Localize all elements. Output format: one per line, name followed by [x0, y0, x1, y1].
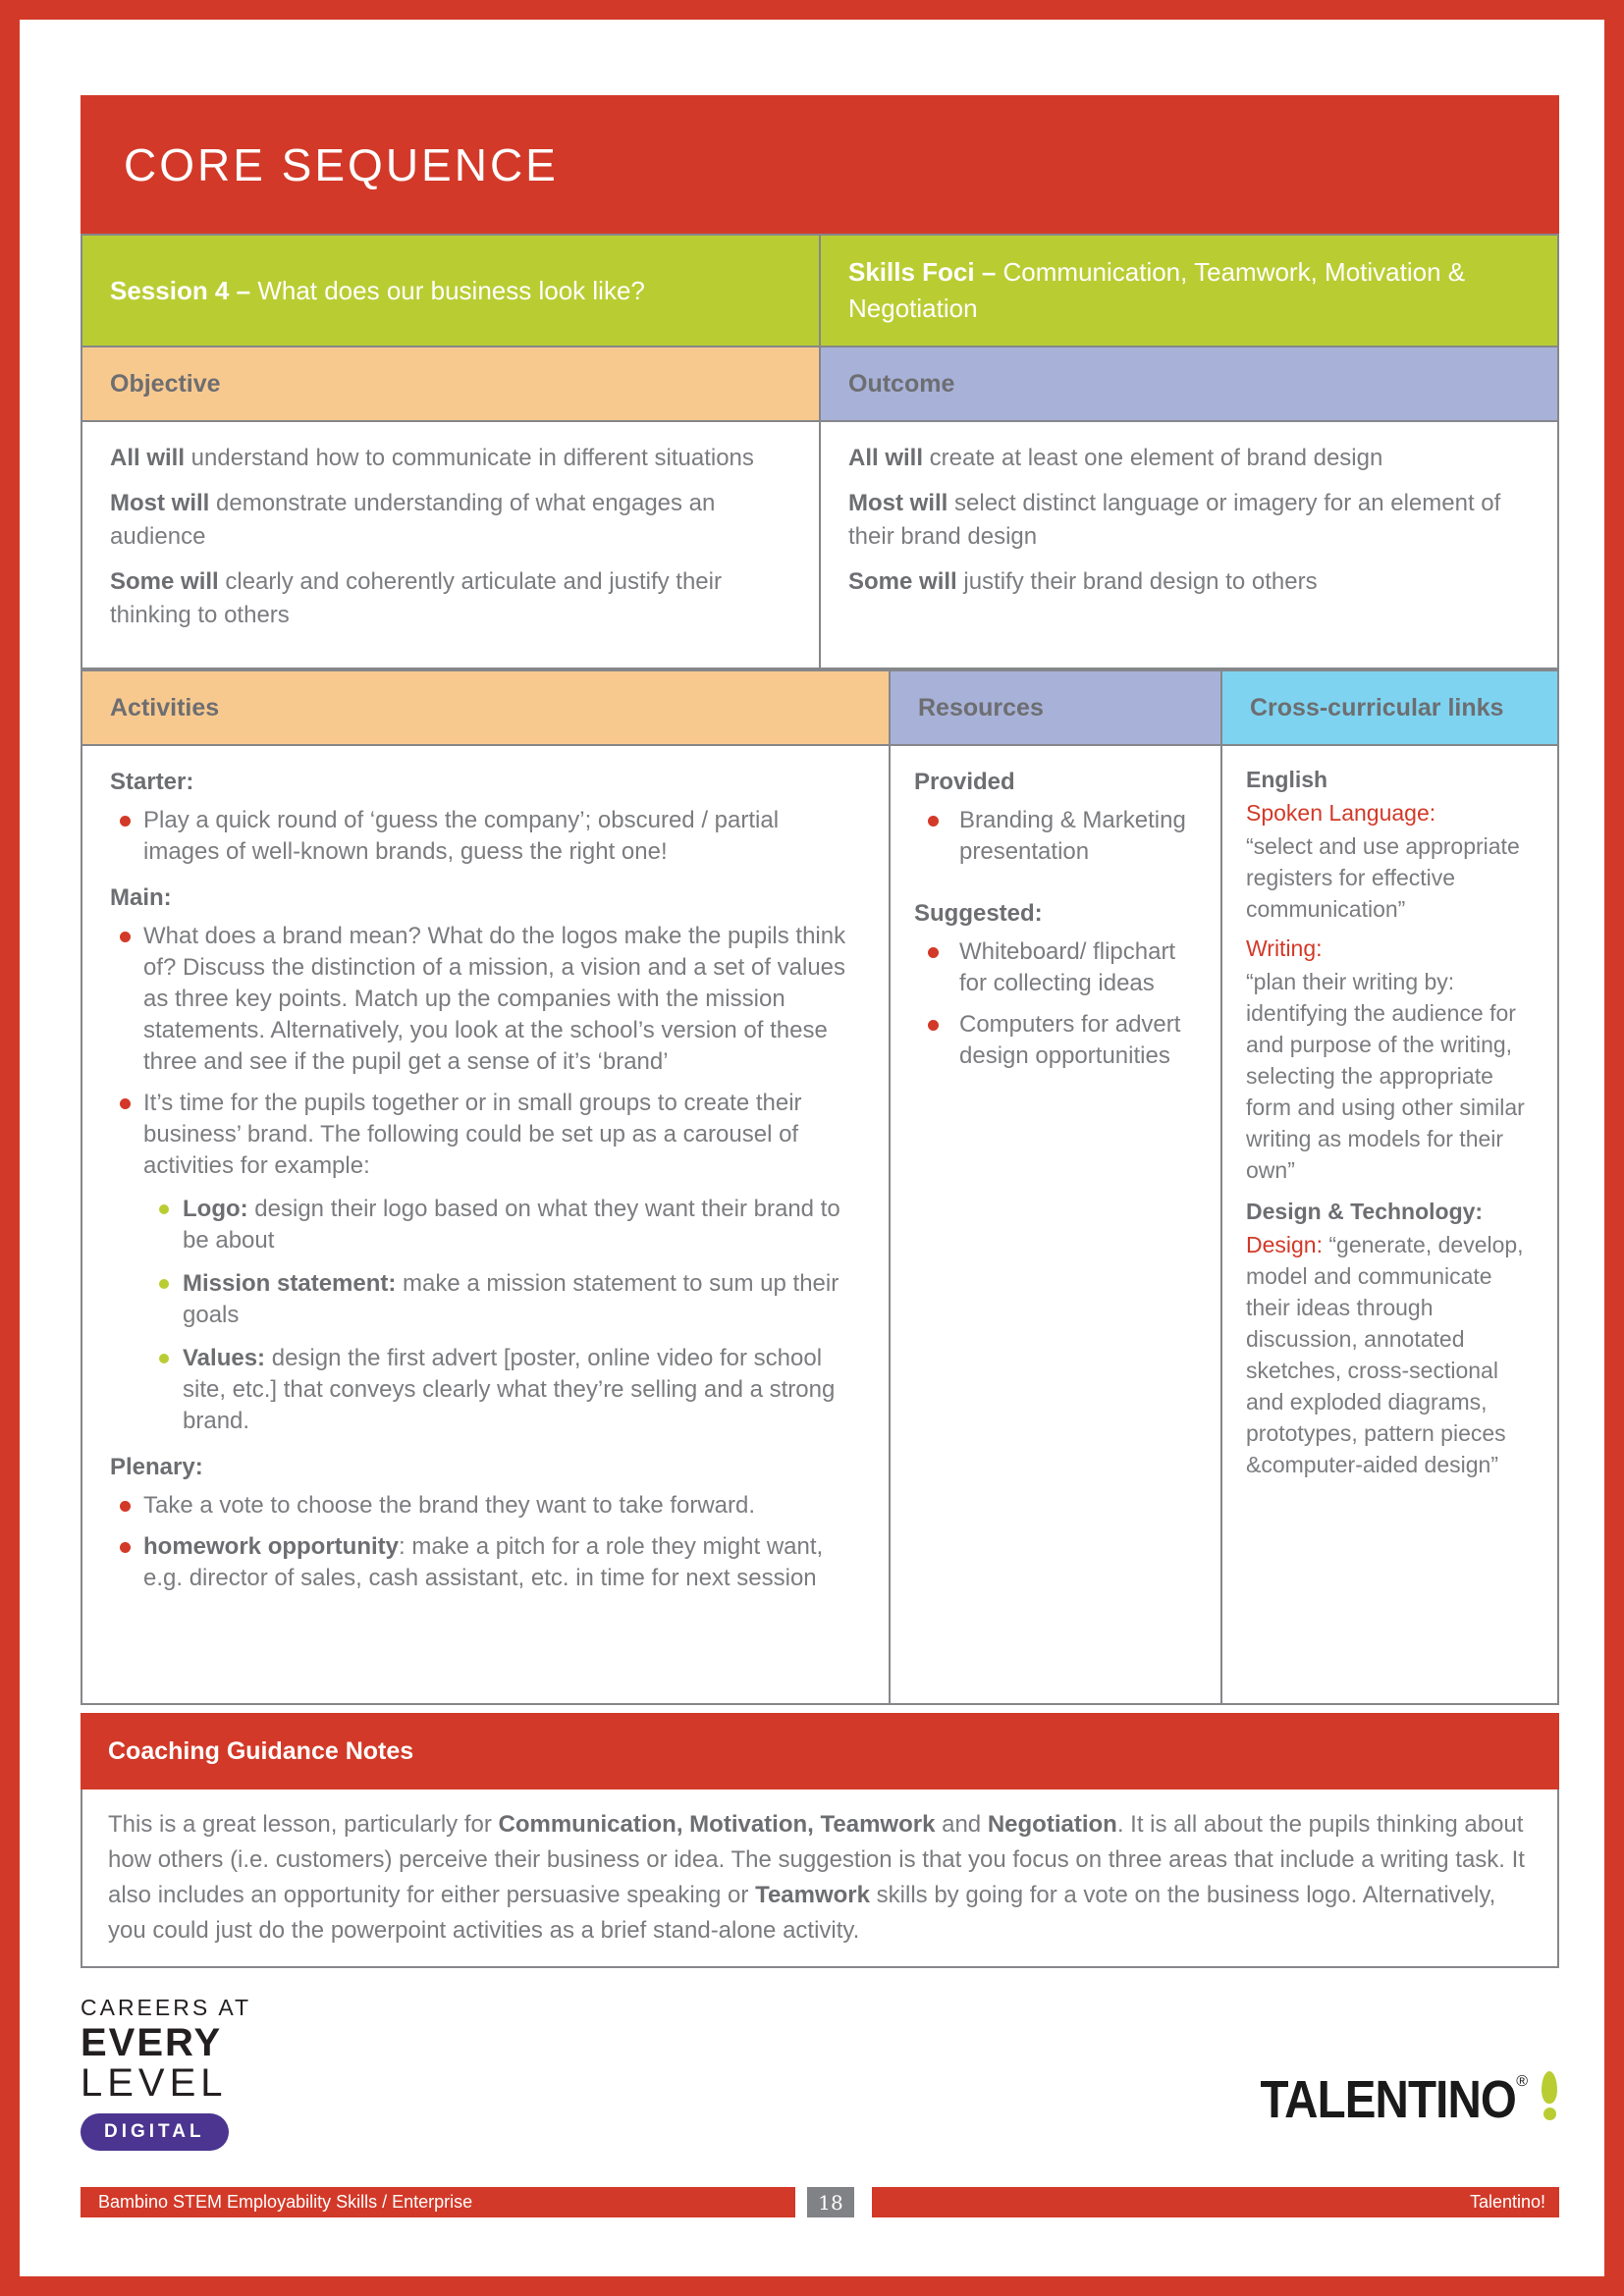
resources-header: Resources	[891, 671, 1220, 744]
spoken-language-label: Spoken Language:	[1246, 800, 1436, 826]
session-objective-table	[81, 234, 1559, 669]
skills-foci-list: Communication, Teamwork, Motivation & Negotiation	[848, 257, 1466, 323]
careers-at-text: CAREERS AT	[81, 1995, 251, 2020]
provided-heading: Provided	[914, 769, 1015, 795]
objective-item: All will understand how to communicate in different situations	[110, 445, 754, 471]
list-item: Play a quick round of ‘guess the company’; obscured / partial images of well-known brands, guess the right one!	[110, 805, 861, 868]
outcome-header: Outcome	[821, 347, 1557, 420]
every-text: EVERY	[81, 2021, 223, 2064]
starter-list	[110, 805, 861, 868]
spoken-language-quote: “select and use appropriate registers for effective communication”	[1246, 833, 1520, 922]
list-item: Values: design the first advert [poster, online video for school site, etc.] that conveys clearly what they’re selling and a strong brand.	[149, 1343, 861, 1437]
writing-quote: “plan their writing by: identifying the audience for and purpose of the writing, selecting the appropriate form and using other similar writing as models for their own”	[1246, 969, 1525, 1183]
session-title	[110, 273, 791, 309]
session-cell	[82, 236, 819, 346]
footer-bar	[81, 2187, 1559, 2217]
skills-foci-text	[848, 254, 1530, 327]
suggested-heading: Suggested:	[914, 900, 1043, 927]
plenary-list	[110, 1490, 861, 1594]
activities-table	[81, 669, 1559, 1705]
activities-content	[82, 746, 889, 1703]
english-heading: English	[1246, 767, 1328, 792]
list-item: Branding & Marketing presentation	[914, 805, 1199, 868]
design-technology-heading: Design & Technology:	[1246, 1199, 1484, 1224]
page-content	[81, 95, 1559, 1968]
coaching-paragraph: This is a great lesson, particularly for Communication, Motivation, Teamwork and Negotiation. It is all about the pupils thinking about how others (i.e. customers) perceive their business or idea. The suggestion is that you focus on three areas that include a writing task. It also includes an opportunity for either persuasive speaking or Teamwork skills by going for a vote on the business logo. Alternatively, you could just do the powerpoint activities as a brief stand-alone activity.	[108, 1811, 1525, 1944]
page-number: 18	[807, 2187, 854, 2217]
outcome-item: Some will justify their brand design to others	[848, 568, 1318, 595]
main-heading: Main:	[110, 884, 172, 911]
page-title: CORE SEQUENCE	[81, 95, 1559, 234]
resources-content	[891, 746, 1220, 1703]
footer-series-title: Bambino STEM Employability Skills / Enterprise	[81, 2187, 795, 2217]
careers-at-every-level-logo	[81, 1995, 251, 2151]
cross-curricular-header: Cross-curricular links	[1222, 671, 1557, 744]
list-item: homework opportunity: make a pitch for a role they might want, e.g. director of sales, cash assistant, etc. in time for next session	[110, 1531, 861, 1594]
skills-foci-label: Skills Foci –	[848, 257, 1003, 287]
coaching-guidance-notes	[81, 1789, 1559, 1968]
plenary-heading: Plenary:	[110, 1454, 203, 1480]
writing-label: Writing:	[1246, 935, 1323, 961]
outcome-item: Most will select distinct language or imagery for an element of their brand design	[848, 490, 1501, 550]
list-item: Mission statement: make a mission statement to sum up their goals	[149, 1268, 861, 1331]
list-item: What does a brand mean? What do the logos make the pupils think of? Discuss the distinction of a mission, a vision and a set of values as three key points. Match up the companies with the mission statements. Alternatively, you look at the school’s version of these three and see if the pupil get a sense of it’s ‘brand’	[110, 921, 861, 1078]
session-question: What does our business look like?	[257, 275, 645, 305]
list-item: Whiteboard/ flipchart for collecting ideas	[914, 936, 1199, 999]
list-item: Logo: design their logo based on what they want their brand to be about	[149, 1194, 861, 1256]
footer-brand-text: Talentino!	[872, 2187, 1559, 2217]
cross-curricular-content	[1222, 746, 1557, 1703]
provided-list	[914, 805, 1199, 868]
suggested-list	[914, 936, 1199, 1072]
registered-trademark-symbol: ®	[1516, 2073, 1528, 2090]
list-item: Computers for advert design opportunities	[914, 1009, 1199, 1072]
skills-foci-cell	[821, 236, 1557, 346]
exclamation-mark-icon	[1538, 2071, 1559, 2122]
talentino-logo	[1225, 2069, 1559, 2130]
coaching-guidance-header: Coaching Guidance Notes	[81, 1713, 1559, 1789]
talentino-wordmark: TALENTINO	[1260, 2070, 1517, 2129]
design-quote: Design: “generate, develop, model and communicate their ideas through discussion, annotated sketches, cross-sectional and exploded diagrams, prototypes, pattern pieces &computer-aided design”	[1246, 1232, 1524, 1477]
main-list	[110, 921, 861, 1437]
digital-badge: DIGITAL	[81, 2113, 229, 2151]
level-text: LEVEL	[81, 2061, 228, 2105]
list-item: Take a vote to choose the brand they want to take forward.	[110, 1490, 861, 1522]
list-item: It’s time for the pupils together or in small groups to create their business’ brand. The following could be set up as a carousel of activities for example: Logo: design their logo based on what they want their brand to be about Mission statement: make a mission statement to sum up their goals Values: design the first advert [poster, online video for school site, etc.] that conveys clearly what they’re selling and a strong brand.	[110, 1088, 861, 1437]
session-label: Session 4 –	[110, 275, 258, 305]
activities-header: Activities	[82, 671, 889, 744]
outcome-item: All will create at least one element of brand design	[848, 445, 1383, 471]
brand-activity-sublist	[149, 1194, 861, 1437]
objective-item: Most will demonstrate understanding of what engages an audience	[110, 490, 716, 550]
starter-heading: Starter:	[110, 769, 194, 795]
objective-content	[82, 422, 819, 667]
objective-header: Objective	[82, 347, 819, 420]
outcome-content	[821, 422, 1557, 667]
objective-item: Some will clearly and coherently articulate and justify their thinking to others	[110, 568, 722, 628]
